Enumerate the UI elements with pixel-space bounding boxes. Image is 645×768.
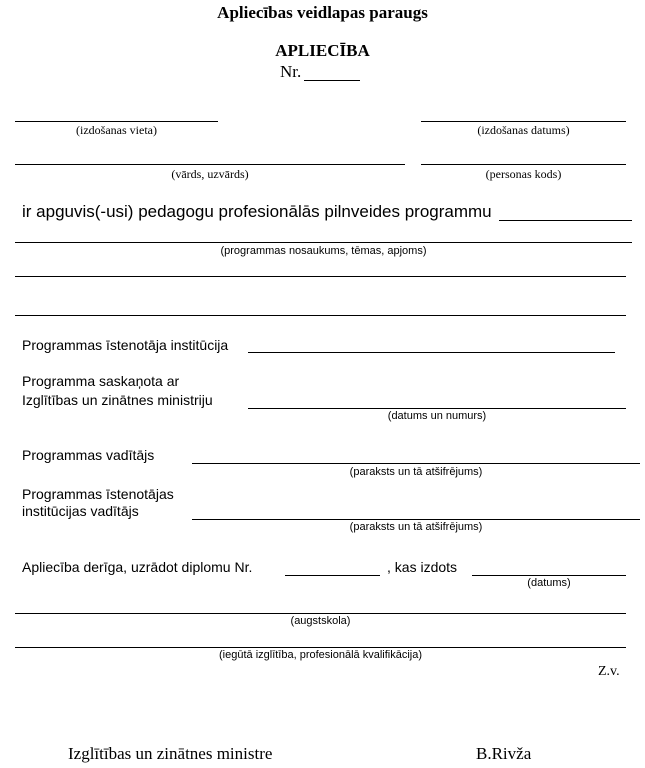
university-caption: (augstskola) xyxy=(290,615,351,627)
acquired-program-line xyxy=(499,220,632,221)
university-line xyxy=(15,613,626,614)
agreed-label-line2: Izglītības un zinātnes ministriju xyxy=(22,392,213,408)
number-label: Nr. xyxy=(280,62,302,81)
institution-label: Programmas īstenotāja institūcija xyxy=(22,337,229,353)
institution-line xyxy=(248,352,615,353)
leader-signature-line xyxy=(192,463,640,464)
institution-leader-label-line1: Programmas īstenotājas xyxy=(22,486,174,502)
issue-place-line xyxy=(15,121,218,122)
ministry-signature-title: Izglītības un zinātnes ministre xyxy=(68,744,273,763)
institution-leader-signature-caption: (paraksts un tā atšifrējums) xyxy=(349,521,483,533)
institution-leader-label-line2: institūcijas vadītājs xyxy=(22,503,139,519)
program-info-caption: (programmas nosaukums, tēmas, apjoms) xyxy=(220,245,427,257)
issued-text: , kas izdots xyxy=(387,559,458,575)
validity-text: Apliecība derīga, uzrādot diplomu Nr. xyxy=(22,559,253,575)
education-line xyxy=(15,647,626,648)
stamp-label: Z.v. xyxy=(598,664,620,679)
issued-date-line xyxy=(472,575,626,576)
leader-label: Programmas vadītājs xyxy=(22,447,155,463)
agreed-label-line1: Programma saskaņota ar xyxy=(22,373,180,389)
minister-name: B.Rivža xyxy=(476,744,532,763)
blank-line-1 xyxy=(15,276,626,277)
acquired-program-text: ir apguvis(-usi) pedagogu profesionālās pilnveides programmu xyxy=(22,202,492,221)
diploma-number-line xyxy=(285,575,380,576)
issue-date-caption: (izdošanas datums) xyxy=(477,123,570,137)
personal-code-caption: (personas kods) xyxy=(485,167,562,181)
date-caption: (datums) xyxy=(527,577,571,589)
personal-code-line xyxy=(421,164,626,165)
blank-line-2 xyxy=(15,315,626,316)
education-caption: (iegūtā izglītība, profesionālā kvalifikācija) xyxy=(219,649,422,661)
agreed-line xyxy=(248,408,626,409)
name-caption: (vārds, uzvārds) xyxy=(171,167,249,181)
institution-leader-signature-line xyxy=(192,519,640,520)
date-number-caption: (datums un numurs) xyxy=(387,410,487,422)
program-info-line xyxy=(15,242,632,243)
issue-date-line xyxy=(421,121,626,122)
name-line xyxy=(15,164,405,165)
issue-place-caption: (izdošanas vieta) xyxy=(76,123,157,137)
number-line xyxy=(304,80,360,81)
document-title: APLIECĪBA xyxy=(275,41,370,60)
form-title: Apliecības veidlapas paraugs xyxy=(217,3,428,22)
leader-signature-caption: (paraksts un tā atšifrējums) xyxy=(349,466,483,478)
